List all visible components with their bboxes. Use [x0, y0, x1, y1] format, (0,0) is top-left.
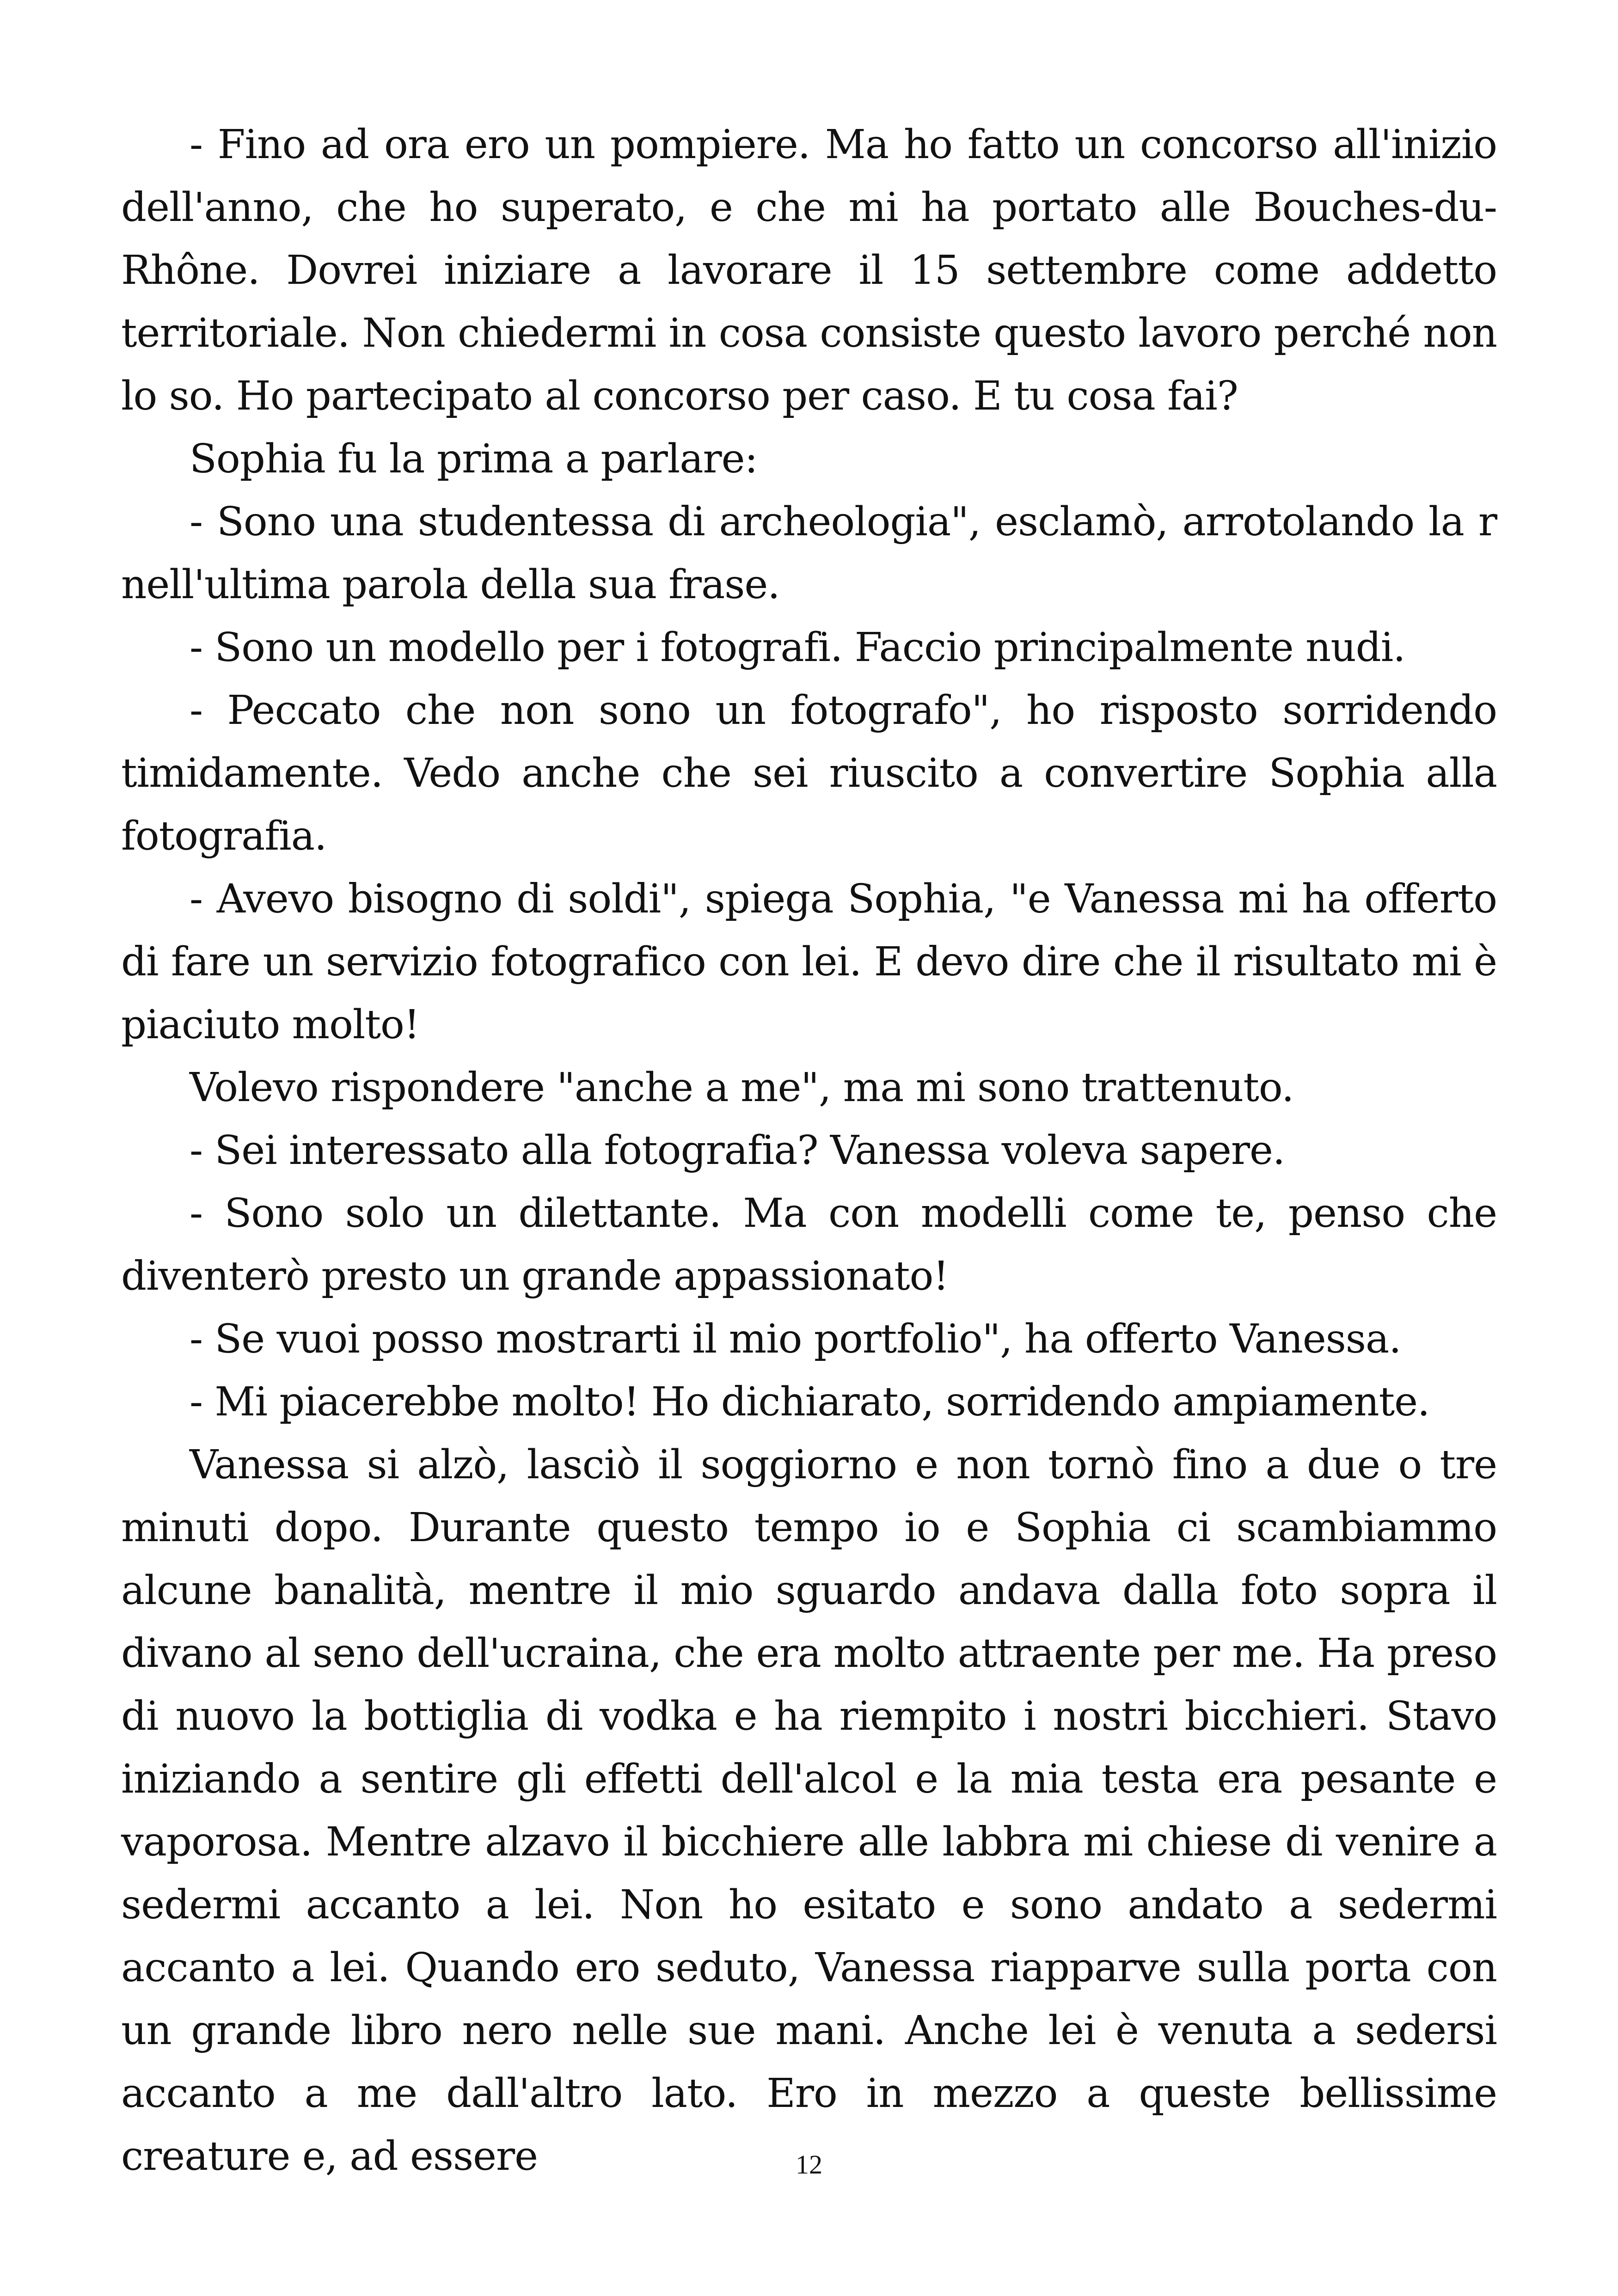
paragraph: - Sei interessato alla fotografia? Vanessa voleva sapere. [190, 1127, 1285, 1174]
paragraph: - Avevo bisogno di soldi", spiega Sophia, "e Vanessa mi ha offerto di fare un servizio fotografico con lei. E devo dire che il risultato mi è piaciuto molto! [121, 876, 1497, 1048]
paragraph: - Sono un modello per i fotografi. Faccio principalmente nudi. [190, 625, 1405, 671]
paragraph: - Sono una studentessa di archeologia", esclamò, arrotolando la r nell'ultima parola della sua frase. [121, 499, 1497, 608]
paragraph: Vanessa si alzò, lasciò il soggiorno e non tornò fino a due o tre minuti dopo. Durante questo tempo io e Sophia ci scambiammo alcune banalità, mentre il mio sguardo andava dalla foto sopra il divano al seno dell'ucraina, che era molto attraente per me. Ha preso di nuovo la bottiglia di vodka e ha riempito i nostri bicchieri. Stavo iniziando a sentire gli effetti dell'alcol e la mia testa era pesante e vaporosa. Mentre alzavo il bicchiere alle labbra mi chiese di venire a sedermi accanto a lei. Non ho esitato e sono andato a sedermi accanto a lei. Quando ero seduto, Vanessa riapparve sulla porta con un grande libro nero nelle sue mani. Anche lei è venuta a sedersi accanto a me dall'altro lato. Ero in mezzo a queste bellissime creature e, ad essere [121, 1442, 1497, 2180]
paragraph: - Fino ad ora ero un pompiere. Ma ho fatto un concorso all'inizio dell'anno, che ho superato, e che mi ha portato alle Bouches-du-Rhône. Dovrei iniziare a lavorare il 15 settembre come addetto territoriale. Non chiedermi in cosa consiste questo lavoro perché non lo so. Ho partecipato al concorso per caso. E tu cosa fai? [121, 122, 1497, 419]
paragraph: - Mi piacerebbe molto! Ho dichiarato, sorridendo ampiamente. [190, 1379, 1430, 1425]
paragraph: - Sono solo un dilettante. Ma con modelli come te, penso che diventerò presto un grande appassionato! [121, 1190, 1497, 1299]
paragraph: Sophia fu la prima a parlare: [190, 436, 758, 482]
body-text [121, 113, 1497, 2188]
paragraph: - Peccato che non sono un fotografo", ho risposto sorridendo timidamente. Vedo anche che sei riuscito a convertire Sophia alla fotografia. [121, 687, 1497, 859]
paragraph: - Se vuoi posso mostrarti il mio portfolio", ha offerto Vanessa. [190, 1316, 1401, 1362]
paragraph: Volevo rispondere "anche a me", ma mi sono trattenuto. [190, 1065, 1294, 1111]
page-number: 12 [796, 2149, 822, 2180]
